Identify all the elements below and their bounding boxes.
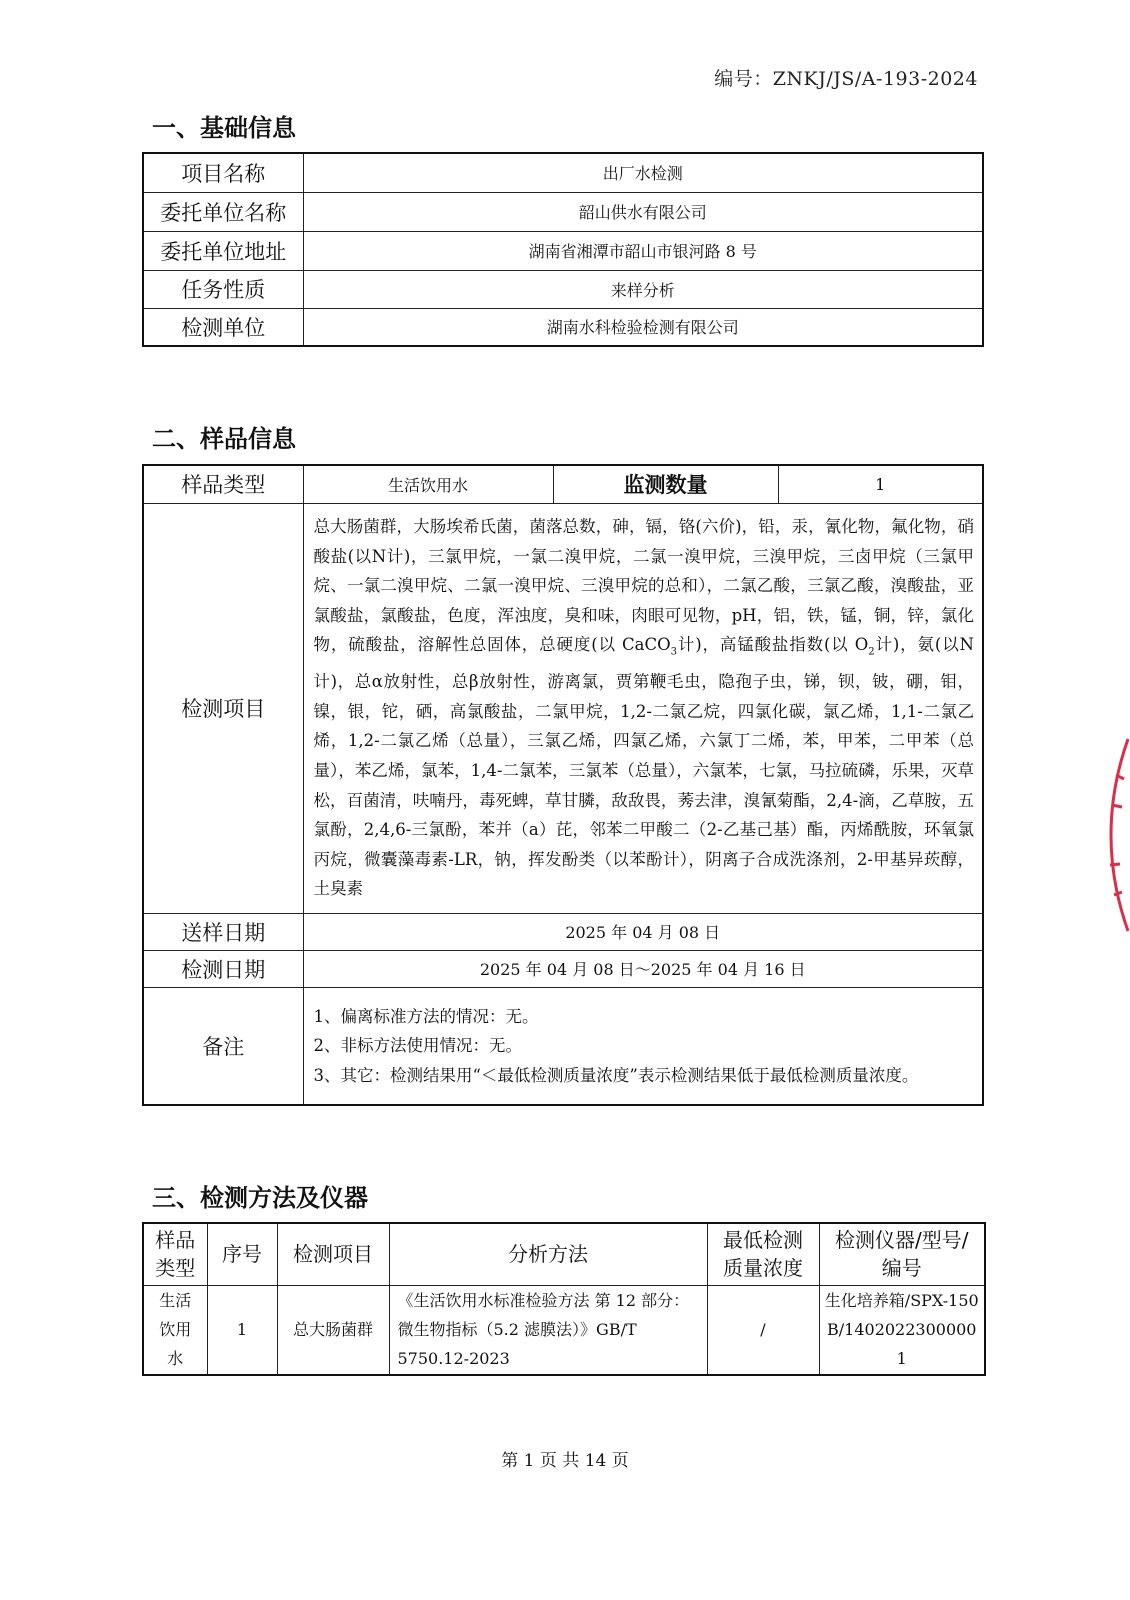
table-header-row <box>143 1223 985 1285</box>
sample-type-label: 样品类型 <box>143 465 303 503</box>
header-min-conc: 最低检测质量浓度 <box>707 1223 819 1285</box>
remarks-label: 备注 <box>143 987 303 1105</box>
row-instrument: 生化培养箱/SPX-150B/14020223000001 <box>819 1285 985 1375</box>
table-row <box>143 503 983 913</box>
send-date-label: 送样日期 <box>143 913 303 950</box>
header-instrument: 检测仪器/型号/编号 <box>819 1223 985 1285</box>
section-sample-info-title: 二、样品信息 <box>152 425 296 453</box>
row-test-item: 总大肠菌群 <box>277 1285 389 1375</box>
remark-item: 1、偏离标准方法的情况：无。 <box>313 1006 539 1026</box>
test-items-label: 检测项目 <box>143 503 303 913</box>
testing-unit-label: 检测单位 <box>143 308 303 346</box>
testing-unit-value: 湖南水科检验检测有限公司 <box>303 308 983 346</box>
basic-info-table <box>142 152 984 347</box>
project-name-label: 项目名称 <box>143 153 303 192</box>
task-nature-label: 任务性质 <box>143 270 303 308</box>
row-min-conc: / <box>707 1285 819 1375</box>
header-test-item: 检测项目 <box>277 1223 389 1285</box>
monitor-count-label: 监测数量 <box>553 465 778 503</box>
section-basic-info-title: 一、基础信息 <box>152 114 296 142</box>
test-date-label: 检测日期 <box>143 950 303 987</box>
client-address-label: 委托单位地址 <box>143 231 303 270</box>
row-sample-type: 生活饮用水 <box>143 1285 207 1375</box>
table-row <box>143 987 983 1105</box>
row-seq: 1 <box>207 1285 277 1375</box>
table-row <box>143 192 983 231</box>
table-row <box>143 308 983 346</box>
section-methods-title: 三、检测方法及仪器 <box>152 1184 368 1212</box>
test-date-value: 2025 年 04 月 08 日～2025 年 04 月 16 日 <box>303 950 983 987</box>
test-items-list: 总大肠菌群，大肠埃希氏菌，菌落总数，砷，镉，铬(六价)，铅，汞，氰化物，氟化物，硝酸盐(以N计)，三氯甲烷，一氯二溴甲烷，二氯一溴甲烷，三溴甲烷，三卤甲烷（三氯甲烷、一氯二溴甲烷、二氯一溴甲烷、三溴甲烷的总和），二氯乙酸，三氯乙酸，溴酸盐，亚氯酸盐，氯酸盐，色度，浑浊度，臭和味，肉眼可见物，pH，铝，铁，锰，铜，锌，氯化物，硫酸盐，溶解性总固体，总硬度(以 CaCO$_3$计)，高锰酸盐指数(以 $O_2$计)，氨(以N计)，总α放射性，总β放射性，游离氯，贾第鞭毛虫，隐孢子虫，锑，钡，铍，硼，钼，镍，银，铊，硒，高氯酸盐，二氯甲烷，1,2-二氯乙烷，四氯化碳，氯乙烯，1,1-二氯乙烯，1,2-二氯乙烯（总量），三氯乙烯，四氯乙烯，六氯丁二烯，苯，甲苯，二甲苯（总量），苯乙烯，氯苯，1,4-二氯苯，三氯苯（总量），六氯苯，七氯，马拉硫磷，乐果，灭草松，百菌清，呋喃丹，毒死蜱，草甘膦，敌敌畏，莠去津，溴氰菊酯，2,4-滴，乙草胺，五氯酚，2,4,6-三氯酚，苯并（a）芘，邻苯二甲酸二（2-乙基己基）酯，丙烯酰胺，环氧氯丙烷，微囊藻毒素-LR，钠，挥发酚类（以苯酚计），阴离子合成洗涤剂，2-甲基异莰醇，土臭素 <box>303 503 983 913</box>
sample-info-table <box>142 464 984 1106</box>
task-nature-value: 来样分析 <box>303 270 983 308</box>
send-date-value: 2025 年 04 月 08 日 <box>303 913 983 950</box>
monitor-count-value: 1 <box>778 465 983 503</box>
methods-table <box>142 1222 986 1376</box>
remark-item: 2、非标方法使用情况：无。 <box>313 1036 522 1055</box>
row-method: 《生活饮用水标准检验方法 第 12 部分：微生物指标（5.2 滤膜法）》GB/T 5750.12-2023 <box>389 1285 707 1375</box>
table-row <box>143 913 983 950</box>
remark-item: 3、其它：检测结果用“＜最低检测质量浓度”表示检测结果低于最低检测质量浓度。 <box>313 1065 919 1085</box>
table-row <box>143 950 983 987</box>
client-address-value: 湖南省湘潭市韶山市银河路 8 号 <box>303 231 983 270</box>
header-sample-type: 样品类型 <box>143 1223 207 1285</box>
table-row <box>143 153 983 192</box>
header-seq: 序号 <box>207 1223 277 1285</box>
header-method: 分析方法 <box>389 1223 707 1285</box>
document-number: 编号：ZNKJ/JS/A-193-2024 <box>714 68 978 90</box>
table-row <box>143 270 983 308</box>
sample-type-value: 生活饮用水 <box>303 465 553 503</box>
remarks-content <box>303 987 983 1105</box>
client-name-value: 韶山供水有限公司 <box>303 192 983 231</box>
client-name-label: 委托单位名称 <box>143 192 303 231</box>
page-footer: 第 1 页 共 14 页 <box>501 1451 629 1471</box>
table-row <box>143 231 983 270</box>
project-name-value: 出厂水检测 <box>303 153 983 192</box>
red-seal-fragment <box>1088 735 1130 935</box>
table-row <box>143 1285 985 1375</box>
table-row <box>143 465 983 503</box>
